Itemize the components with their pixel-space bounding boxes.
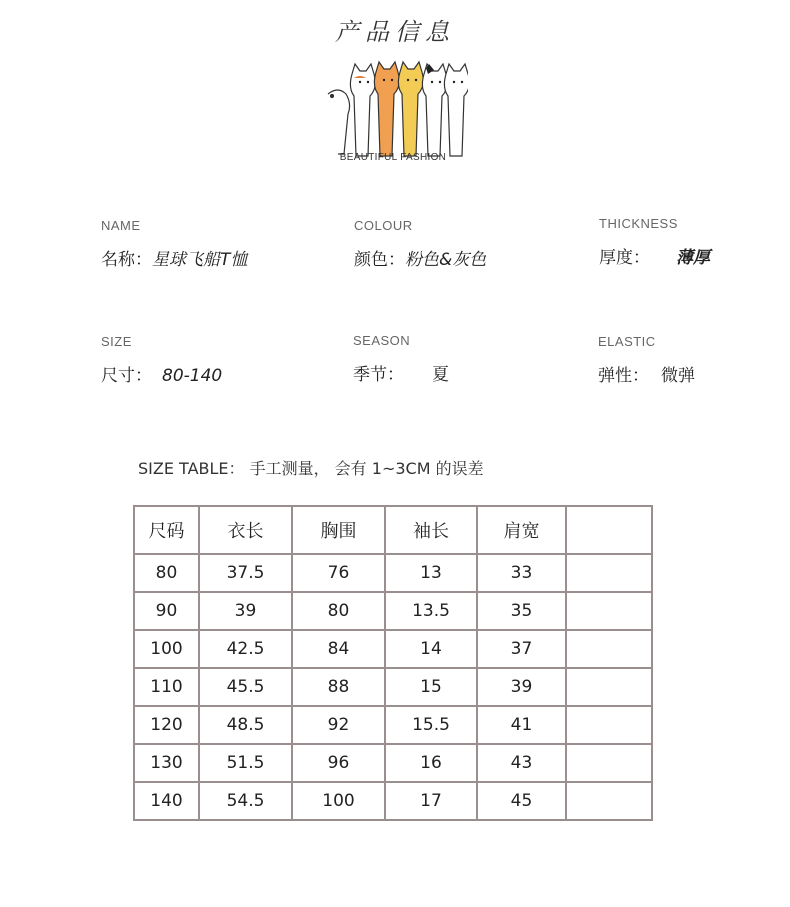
info-name-label: 名称： xyxy=(101,250,152,270)
table-cell: 120 xyxy=(134,706,199,744)
table-row xyxy=(134,706,652,744)
table-cell: 41 xyxy=(477,706,566,744)
info-thickness-value: 薄厚 xyxy=(676,248,710,268)
size-table-title: SIZE TABLE： 手工测量， 会有 1~3CM 的误差 xyxy=(138,459,484,478)
table-cell: 90 xyxy=(134,592,199,630)
table-cell: 17 xyxy=(385,782,477,820)
table-cell: 45 xyxy=(477,782,566,820)
table-cell: 43 xyxy=(477,744,566,782)
table-row xyxy=(134,782,652,820)
header-cell: 肩宽 xyxy=(477,506,566,554)
table-cell: 88 xyxy=(292,668,385,706)
info-season xyxy=(353,333,449,385)
header-cell: 胸围 xyxy=(292,506,385,554)
header-cell: 尺码 xyxy=(134,506,199,554)
size-table xyxy=(133,505,653,821)
table-cell: 15.5 xyxy=(385,706,477,744)
table-cell: 100 xyxy=(134,630,199,668)
table-cell xyxy=(566,706,652,744)
info-name xyxy=(101,218,247,270)
table-cell: 130 xyxy=(134,744,199,782)
info-size-value: 80-140 xyxy=(162,366,223,386)
table-cell: 15 xyxy=(385,668,477,706)
info-name-en: NAME xyxy=(101,218,141,233)
header-cell: 衣长 xyxy=(199,506,292,554)
table-cell: 48.5 xyxy=(199,706,292,744)
cats-logo-icon xyxy=(318,54,468,164)
table-cell: 110 xyxy=(134,668,199,706)
table-header-row xyxy=(134,506,652,554)
table-cell xyxy=(566,744,652,782)
table-cell xyxy=(566,630,652,668)
table-cell xyxy=(566,592,652,630)
table-row xyxy=(134,592,652,630)
header-cell: 袖长 xyxy=(385,506,477,554)
info-size-label: 尺寸： xyxy=(101,366,152,386)
table-cell: 13 xyxy=(385,554,477,592)
table-cell: 37 xyxy=(477,630,566,668)
table-row xyxy=(134,668,652,706)
table-cell: 80 xyxy=(292,592,385,630)
info-elastic xyxy=(598,334,695,386)
logo-text: BEAUTIFUL FASHION xyxy=(339,152,447,163)
info-season-label: 季节： xyxy=(353,365,404,385)
info-colour xyxy=(354,218,486,270)
info-season-value: 夏 xyxy=(432,365,449,385)
table-cell: 80 xyxy=(134,554,199,592)
page-title: 产品信息 xyxy=(335,18,455,46)
info-size-en: SIZE xyxy=(101,334,132,349)
table-cell xyxy=(566,782,652,820)
info-elastic-value: 微弹 xyxy=(661,366,695,386)
table-cell: 16 xyxy=(385,744,477,782)
table-cell: 54.5 xyxy=(199,782,292,820)
table-cell: 39 xyxy=(199,592,292,630)
table-row xyxy=(134,630,652,668)
header-cell xyxy=(566,506,652,554)
table-cell: 42.5 xyxy=(199,630,292,668)
info-elastic-en: ELASTIC xyxy=(598,334,656,349)
table-cell: 33 xyxy=(477,554,566,592)
table-cell: 45.5 xyxy=(199,668,292,706)
table-cell: 14 xyxy=(385,630,477,668)
table-cell: 92 xyxy=(292,706,385,744)
table-cell xyxy=(566,668,652,706)
table-cell: 37.5 xyxy=(199,554,292,592)
info-thickness-en: THICKNESS xyxy=(599,216,678,231)
info-size xyxy=(101,334,222,386)
table-cell: 100 xyxy=(292,782,385,820)
info-name-value: 星球飞船T恤 xyxy=(152,250,248,270)
table-cell: 13.5 xyxy=(385,592,477,630)
info-thickness-label: 厚度： xyxy=(599,248,650,268)
table-row xyxy=(134,554,652,592)
info-thickness xyxy=(599,216,710,268)
info-elastic-label: 弹性： xyxy=(598,366,649,386)
table-cell xyxy=(566,554,652,592)
table-cell: 35 xyxy=(477,592,566,630)
table-cell: 76 xyxy=(292,554,385,592)
info-colour-label: 颜色： xyxy=(354,250,405,270)
info-colour-value: 粉色&灰色 xyxy=(405,250,487,270)
info-season-en: SEASON xyxy=(353,333,411,348)
table-row xyxy=(134,744,652,782)
table-cell: 96 xyxy=(292,744,385,782)
table-cell: 51.5 xyxy=(199,744,292,782)
table-cell: 84 xyxy=(292,630,385,668)
table-cell: 39 xyxy=(477,668,566,706)
info-colour-en: COLOUR xyxy=(354,218,413,233)
table-cell: 140 xyxy=(134,782,199,820)
